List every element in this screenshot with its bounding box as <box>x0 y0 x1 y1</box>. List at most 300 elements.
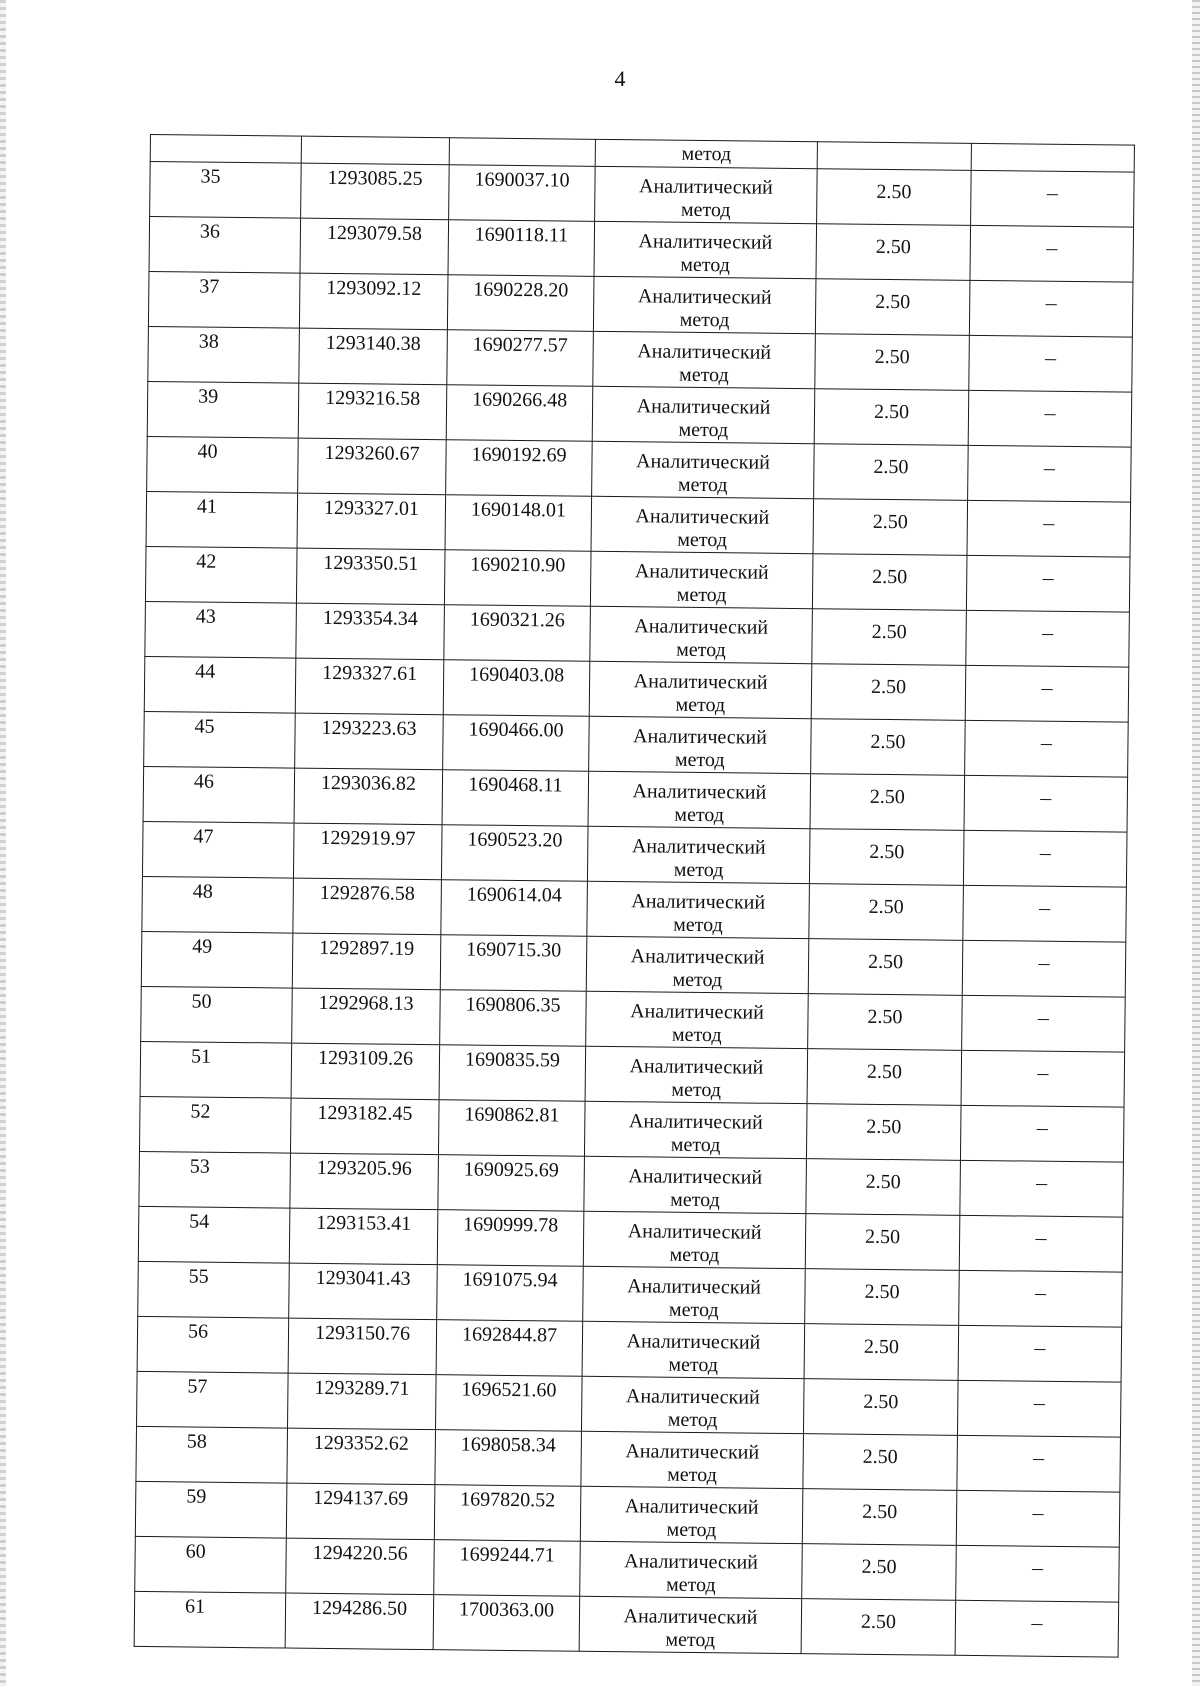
x-coordinate: 1293036.82 <box>320 771 417 795</box>
y-coordinate: 1690835.59 <box>464 1048 561 1072</box>
accuracy-value: 2.50 <box>874 345 910 369</box>
x-coordinate: 1294286.50 <box>311 1596 408 1620</box>
point-number: 38 <box>198 330 219 353</box>
method-label-line2: метод <box>665 1573 716 1597</box>
y-coordinate: 1690037.10 <box>474 168 570 192</box>
cell-method <box>583 1266 806 1323</box>
y-coordinate: 1690228.20 <box>473 278 569 302</box>
method-label-line1: Аналитический <box>625 1385 760 1409</box>
cell-x <box>293 878 442 935</box>
x-coordinate: 1293109.26 <box>317 1046 414 1070</box>
cell-x <box>298 383 447 440</box>
x-coordinate: 1293327.01 <box>323 496 420 520</box>
x-coordinate: 1293352.62 <box>313 1431 409 1455</box>
x-coordinate: 1293216.58 <box>325 386 421 410</box>
method-label-line1: Аналитический <box>628 1165 763 1189</box>
note-dash: – <box>1044 399 1056 425</box>
cell-note <box>971 143 1134 172</box>
point-number: 55 <box>188 1265 209 1288</box>
point-number: 56 <box>187 1320 209 1343</box>
cell-y <box>447 275 594 332</box>
accuracy-value: 2.50 <box>865 1170 901 1194</box>
cell-value <box>806 1159 961 1216</box>
cell-y <box>447 330 594 387</box>
x-coordinate: 1293182.45 <box>317 1101 413 1125</box>
method-label-line1: Аналитический <box>631 890 766 914</box>
cell-method <box>586 991 809 1048</box>
accuracy-value: 2.50 <box>876 180 912 204</box>
cell-number <box>143 766 295 823</box>
cell-x <box>290 1098 439 1155</box>
note-dash: – <box>1037 1004 1050 1030</box>
method-label-line1: Аналитический <box>635 450 770 474</box>
method-label-line2: метод <box>671 1078 722 1102</box>
cell-value <box>803 1434 958 1491</box>
x-coordinate: 1293150.76 <box>314 1321 411 1345</box>
cell-y <box>442 770 589 827</box>
y-coordinate: 1698058.34 <box>460 1433 556 1457</box>
point-number: 53 <box>189 1155 210 1178</box>
cell-y <box>446 385 593 442</box>
method-label-line1: Аналитический <box>623 1605 758 1629</box>
cell-method <box>593 331 816 388</box>
cell-method <box>580 1541 803 1598</box>
method-label-line1: Аналитический <box>634 615 769 639</box>
note-dash: – <box>1039 894 1051 920</box>
accuracy-value: 2.50 <box>866 1115 902 1139</box>
cell-note <box>969 280 1133 337</box>
note-dash: – <box>1041 674 1053 700</box>
x-coordinate: 1293041.43 <box>315 1266 411 1290</box>
cell-number <box>145 546 297 603</box>
cell-value <box>811 719 966 776</box>
cell-note <box>965 720 1129 777</box>
cell-y <box>448 220 595 277</box>
cell-value <box>810 774 965 831</box>
cell-note <box>959 1215 1123 1272</box>
cell-note <box>963 830 1127 887</box>
cell-y <box>441 825 588 882</box>
cell-x <box>287 1428 436 1485</box>
cell-x <box>296 548 445 605</box>
accuracy-value: 2.50 <box>873 400 910 424</box>
method-label-line1: Аналитический <box>627 1275 762 1299</box>
note-dash: – <box>1032 1499 1044 1525</box>
cell-value <box>815 334 970 391</box>
accuracy-value: 2.50 <box>867 1005 903 1029</box>
cell-note <box>967 500 1131 557</box>
cell-value <box>813 499 968 556</box>
cell-y <box>438 1155 585 1212</box>
cell-x <box>288 1373 437 1430</box>
note-dash: – <box>1034 1334 1046 1360</box>
method-label-line2: метод <box>673 913 723 937</box>
method-label-line2: метод <box>670 1188 720 1212</box>
y-coordinate: 1690523.20 <box>467 828 563 852</box>
cell-value <box>808 939 963 996</box>
x-coordinate: 1293079.58 <box>326 221 423 245</box>
method-label-line1: Аналитический <box>638 230 773 254</box>
table-row <box>134 1591 1119 1657</box>
cell-note <box>960 1160 1124 1217</box>
cell-number <box>141 986 293 1043</box>
x-coordinate: 1293092.12 <box>326 276 422 300</box>
note-dash: – <box>1042 564 1054 590</box>
cell-method <box>584 1101 807 1158</box>
method-label-line1: Аналитический <box>633 670 768 694</box>
y-coordinate: 1697820.52 <box>460 1488 556 1512</box>
cell-y <box>444 605 591 662</box>
cell-method <box>589 716 812 773</box>
cell-x <box>297 493 446 550</box>
method-label-line2: метод <box>676 638 726 662</box>
method-label-line2: метод <box>677 473 728 497</box>
y-coordinate: 1690806.35 <box>465 993 561 1017</box>
method-label-line1: Аналитический <box>638 175 773 199</box>
cell-x <box>289 1263 438 1320</box>
y-coordinate: 1690210.90 <box>470 553 566 577</box>
method-label-line2: метод <box>676 583 727 607</box>
cell-method <box>583 1211 806 1268</box>
point-number: 36 <box>199 220 221 243</box>
cell-y <box>434 1540 581 1597</box>
accuracy-value: 2.50 <box>864 1280 900 1304</box>
cell-number <box>137 1316 289 1373</box>
accuracy-value: 2.50 <box>868 895 904 919</box>
method-label-line2: метод <box>680 253 731 277</box>
method-label-line2: метод <box>666 1518 717 1542</box>
cell-x <box>301 136 449 165</box>
cell-y <box>443 715 590 772</box>
x-coordinate: 1293289.71 <box>314 1376 410 1400</box>
y-coordinate: 1690266.48 <box>472 388 568 412</box>
point-number: 61 <box>184 1595 206 1618</box>
cell-value <box>809 884 964 941</box>
note-dash: – <box>1036 1169 1048 1195</box>
cell-note <box>956 1490 1120 1547</box>
y-coordinate: 1690321.26 <box>469 608 565 632</box>
cell-number <box>147 436 299 493</box>
cell-number <box>138 1261 290 1318</box>
cell-value <box>811 664 966 721</box>
cell-number <box>145 601 297 658</box>
accuracy-value: 2.50 <box>873 455 909 479</box>
cell-method <box>584 1156 807 1213</box>
method-label-line1: Аналитический <box>629 1055 764 1079</box>
method-label-line1: Аналитический <box>637 340 772 364</box>
cell-method <box>594 221 817 278</box>
method-label-line1: Аналитический <box>624 1550 759 1574</box>
cell-x <box>289 1208 438 1265</box>
cell-note <box>971 170 1135 227</box>
cell-method <box>581 1376 804 1433</box>
cell-number <box>141 931 293 988</box>
cell-number <box>148 271 300 328</box>
cell-number <box>135 1536 287 1593</box>
y-coordinate: 1692844.87 <box>461 1323 558 1347</box>
point-number: 60 <box>185 1540 206 1563</box>
cell-note <box>956 1545 1120 1602</box>
x-coordinate: 1293153.41 <box>316 1211 412 1235</box>
cell-value <box>817 169 972 226</box>
note-dash: – <box>1045 289 1057 315</box>
accuracy-value: 2.50 <box>867 950 904 974</box>
method-label-line2: метод <box>680 198 731 222</box>
y-coordinate: 1690192.69 <box>471 443 567 467</box>
cell-x <box>292 933 441 990</box>
cell-x <box>285 1593 434 1650</box>
method-label-line2: метод <box>678 363 729 387</box>
cell-x <box>295 713 444 770</box>
cell-number <box>136 1426 288 1483</box>
cell-value <box>802 1544 957 1601</box>
y-coordinate: 1690466.00 <box>468 718 564 742</box>
point-number: 42 <box>196 550 217 573</box>
method-label-line1: Аналитический <box>635 505 770 529</box>
accuracy-value: 2.50 <box>863 1335 900 1359</box>
cell-method <box>590 551 813 608</box>
cell-value <box>814 389 969 446</box>
accuracy-value: 2.50 <box>866 1060 903 1084</box>
cell-method <box>582 1321 805 1378</box>
cell-x <box>290 1153 439 1210</box>
cell-note <box>966 555 1130 612</box>
cell-method <box>579 1596 802 1653</box>
cell-x <box>299 328 448 385</box>
cell-y <box>440 990 587 1047</box>
cell-y <box>444 550 591 607</box>
x-coordinate: 1293260.67 <box>324 441 420 465</box>
y-coordinate: 1690999.78 <box>463 1213 559 1237</box>
cell-method <box>587 826 810 883</box>
cell-note <box>969 335 1133 392</box>
note-dash: – <box>1043 454 1056 480</box>
note-dash: – <box>1034 1279 1047 1305</box>
x-coordinate: 1292876.58 <box>319 881 415 905</box>
point-number: 40 <box>197 440 218 463</box>
cell-note <box>955 1600 1119 1657</box>
cell-x <box>292 988 441 1045</box>
cell-number <box>134 1591 286 1648</box>
x-coordinate: 1293354.34 <box>322 606 418 630</box>
method-label-line2: метод <box>678 418 729 442</box>
cell-y <box>435 1430 582 1487</box>
x-coordinate: 1293327.61 <box>322 661 418 685</box>
note-dash: – <box>1035 1224 1047 1250</box>
table-body <box>134 135 1134 1658</box>
cell-number <box>137 1371 289 1428</box>
method-label-line1: Аналитический <box>626 1330 761 1354</box>
cell-value <box>817 142 971 171</box>
cell-value <box>809 829 964 886</box>
point-number: 47 <box>193 825 214 848</box>
accuracy-value: 2.50 <box>870 730 906 754</box>
cell-note <box>966 610 1130 667</box>
note-dash: – <box>1033 1389 1045 1415</box>
method-label-line2: метод <box>671 1023 722 1047</box>
cell-value <box>805 1269 960 1326</box>
method-label-line2: метод <box>667 1408 718 1432</box>
cell-y <box>437 1265 584 1322</box>
method-label-line1: Аналитический <box>628 1110 763 1134</box>
note-dash: – <box>1045 344 1057 370</box>
page-number: 4 <box>614 66 626 91</box>
method-label-line1: Аналитический <box>631 835 766 859</box>
point-number: 54 <box>189 1210 210 1233</box>
cell-note <box>959 1270 1123 1327</box>
method-label-line2: метод <box>667 1463 717 1487</box>
cell-y <box>438 1100 585 1157</box>
cell-x <box>300 218 449 275</box>
cell-note <box>962 940 1126 997</box>
coordinates-table <box>134 134 1135 1658</box>
y-coordinate: 1690277.57 <box>472 333 568 357</box>
method-label-line2: метод <box>674 748 725 772</box>
cell-number <box>142 876 294 933</box>
cell-method-continuation: метод <box>595 139 817 168</box>
point-number: 45 <box>194 715 215 738</box>
x-coordinate: 1294220.56 <box>312 1541 408 1565</box>
cell-note <box>958 1325 1122 1382</box>
cell-value <box>812 609 967 666</box>
point-number: 37 <box>199 275 220 298</box>
cell-number <box>150 162 302 219</box>
method-label-line2: метод <box>672 968 723 992</box>
y-coordinate: 1696521.60 <box>461 1378 557 1402</box>
cell-number <box>148 326 300 383</box>
cell-method <box>586 936 809 993</box>
method-label-line1: Аналитический <box>630 1000 765 1024</box>
method-label-line2: метод <box>665 1628 716 1652</box>
cell-method <box>593 276 816 333</box>
cell-note <box>957 1435 1121 1492</box>
y-coordinate: 1690925.69 <box>463 1158 559 1182</box>
accuracy-value: 2.50 <box>863 1390 899 1414</box>
method-label-line2: метод <box>677 528 728 552</box>
point-number: 35 <box>200 165 221 188</box>
cell-value <box>805 1214 960 1271</box>
cell-number <box>144 656 296 713</box>
note-dash: – <box>1040 729 1053 755</box>
point-number: 59 <box>186 1485 207 1508</box>
y-coordinate: 1690118.11 <box>474 223 569 247</box>
cell-y <box>445 495 592 552</box>
method-label-line1: Аналитический <box>630 945 765 969</box>
cell-note <box>960 1105 1124 1162</box>
note-dash: – <box>1031 1609 1043 1635</box>
x-coordinate: 1293205.96 <box>316 1156 412 1180</box>
cell-number <box>149 217 301 274</box>
cell-number <box>150 135 301 164</box>
point-number: 49 <box>192 935 213 958</box>
cell-x <box>298 438 447 495</box>
cell-x <box>293 823 442 880</box>
method-label-line1: Аналитический <box>625 1440 760 1464</box>
method-label-line1: Аналитический <box>632 780 767 804</box>
cell-y <box>435 1375 582 1432</box>
note-dash: – <box>1031 1554 1044 1580</box>
method-label-line1: Аналитический <box>633 725 767 749</box>
cell-value <box>801 1599 956 1656</box>
point-number: 41 <box>196 495 218 518</box>
cell-value <box>816 224 971 281</box>
accuracy-value: 2.50 <box>860 1610 897 1634</box>
accuracy-value: 2.50 <box>875 290 911 314</box>
point-number: 43 <box>195 605 216 628</box>
accuracy-value: 2.50 <box>869 785 905 809</box>
accuracy-value: 2.50 <box>864 1225 901 1249</box>
cell-method <box>585 1046 808 1103</box>
note-dash: – <box>1033 1444 1045 1470</box>
cell-note <box>961 1050 1125 1107</box>
accuracy-value: 2.50 <box>862 1500 898 1524</box>
cell-y <box>441 880 588 937</box>
cell-method <box>581 1431 804 1488</box>
cell-x <box>301 163 450 220</box>
method-label-line2: метод <box>675 693 726 717</box>
point-number: 39 <box>198 385 219 408</box>
y-coordinate: 1691075.94 <box>462 1268 558 1292</box>
point-number: 50 <box>191 990 212 1013</box>
cell-method <box>591 496 814 553</box>
cell-value <box>815 279 970 336</box>
method-label-line1: Аналитический <box>637 285 772 309</box>
cell-method <box>580 1486 803 1543</box>
method-label-line2: метод <box>670 1133 721 1157</box>
cell-y <box>443 660 590 717</box>
method-label-line2: метод <box>668 1298 719 1322</box>
method-label-line2: метод <box>668 1353 719 1377</box>
cell-number <box>140 1041 292 1098</box>
note-dash: – <box>1038 949 1050 975</box>
method-label-line1: Аналитический <box>636 395 771 419</box>
y-coordinate: 1690715.30 <box>466 938 562 962</box>
y-coordinate: 1690614.04 <box>466 883 562 907</box>
y-coordinate: 1690148.01 <box>470 498 567 522</box>
point-number: 52 <box>190 1100 211 1123</box>
method-label-line2: метод <box>679 308 730 332</box>
method-label-line2: метод <box>674 803 725 827</box>
accuracy-value: 2.50 <box>870 675 907 699</box>
cell-x <box>291 1043 440 1100</box>
point-number: 51 <box>190 1045 212 1068</box>
y-coordinate: 1700363.00 <box>458 1598 555 1622</box>
cell-value <box>807 1049 962 1106</box>
accuracy-value: 2.50 <box>862 1445 898 1469</box>
cell-y <box>449 138 595 167</box>
note-dash: – <box>1037 1059 1049 1085</box>
accuracy-value: 2.50 <box>872 565 908 589</box>
accuracy-value: 2.50 <box>861 1555 897 1579</box>
note-dash: – <box>1039 839 1051 865</box>
y-coordinate: 1699244.71 <box>459 1543 555 1567</box>
cell-y <box>440 935 587 992</box>
cell-number <box>135 1481 287 1538</box>
cell-y <box>436 1320 583 1377</box>
accuracy-value: 2.50 <box>871 620 907 644</box>
x-coordinate: 1292919.97 <box>320 826 416 850</box>
method-label-line1: Аналитический <box>627 1220 762 1244</box>
accuracy-value: 2.50 <box>872 510 908 534</box>
cell-note <box>965 665 1129 722</box>
cell-method <box>588 771 811 828</box>
cell-note <box>957 1380 1121 1437</box>
cell-number <box>142 821 294 878</box>
cell-value <box>804 1324 959 1381</box>
x-coordinate: 1293350.51 <box>323 551 419 575</box>
y-coordinate: 1690862.81 <box>464 1103 560 1127</box>
accuracy-value: 2.50 <box>869 840 905 864</box>
